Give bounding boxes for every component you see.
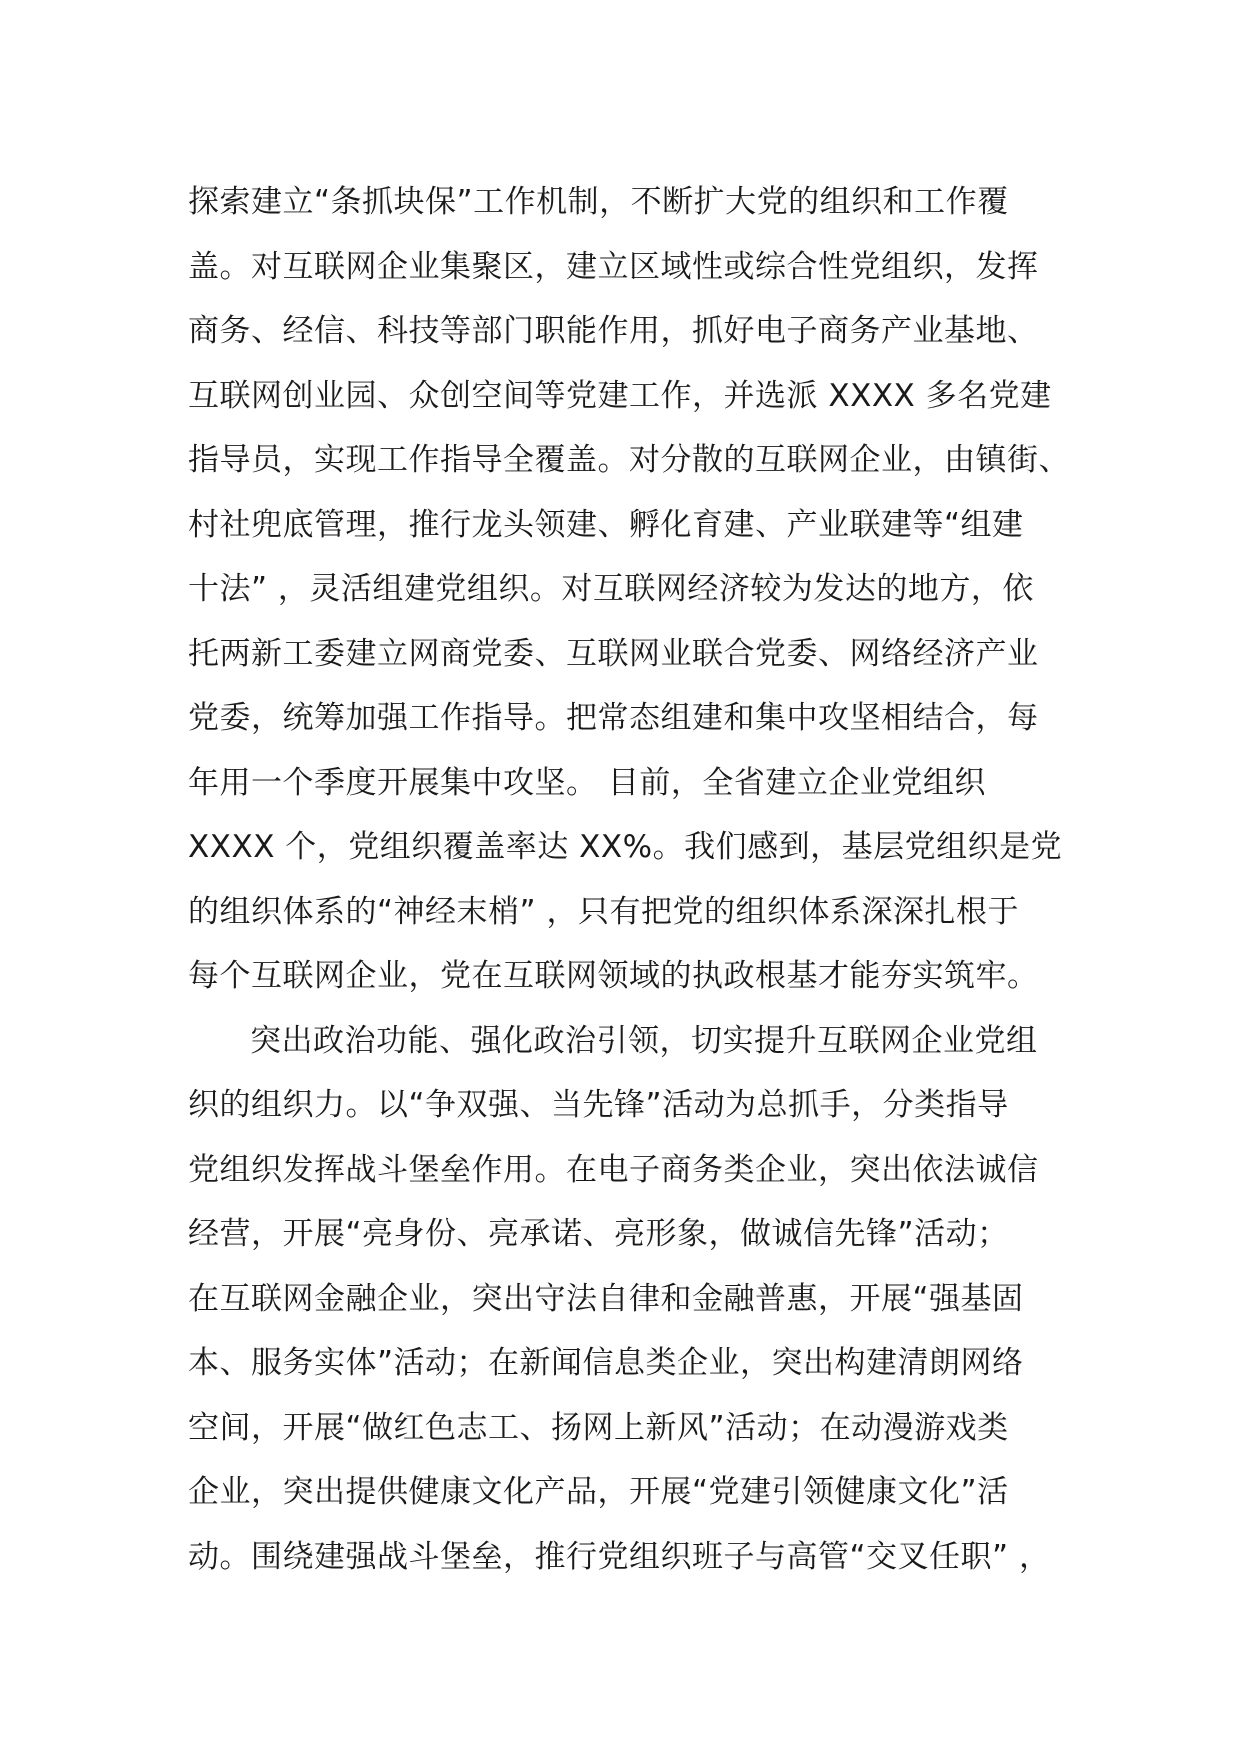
text-line: 空间，开展“做红色志工、扬网上新风”活动；在动漫游戏类 <box>188 1409 1009 1446</box>
text-line: 托两新工委建立网商党委、互联网业联合党委、网络经济产业 <box>188 635 1039 672</box>
text-line: 企业，突出提供健康文化产品，开展“党建引领健康文化”活 <box>188 1474 1009 1510</box>
text-line: 党委，统筹加强工作指导。把常态组建和集中攻坚相结合，每 <box>188 700 1039 736</box>
text-line: 互联网创业园、众创空间等党建工作，并选派 XXXX 多名党建 <box>188 377 1052 414</box>
text-line: 探索建立“条抓块保”工作机制，不断扩大党的组织和工作覆 <box>188 184 1009 220</box>
text-line: 织的组织力。以“争双强、当先锋”活动为总抓手，分类指导 <box>188 1087 1009 1123</box>
text-line: 党组织发挥战斗堡垒作用。在电子商务类企业，突出依法诚信 <box>188 1151 1039 1188</box>
text-line: 每个互联网企业，党在互联网领域的执政根基才能夯实筑牢。 <box>188 958 1039 994</box>
text-line: 的组织体系的“神经末梢” ，只有把党的组织体系深深扎根于 <box>188 893 1019 930</box>
paragraph-first-line: 突出政治功能、强化政治引领，切实提升互联网企业党组 <box>250 1022 1038 1059</box>
text-line: 十法” ，灵活组建党组织。对互联网经济较为发达的地方，依 <box>188 571 1034 607</box>
text-line: 盖。对互联网企业集聚区，建立区域性或综合性党组织，发挥 <box>188 248 1039 285</box>
body-text <box>188 170 1088 1589</box>
text-line: XXXX 个，党组织覆盖率达 XX%。我们感到，基层党组织是党 <box>188 829 1063 865</box>
text-line: 本、服务实体”活动；在新闻信息类企业，突出构建清朗网络 <box>188 1345 1024 1381</box>
text-line: 动。围绕建强战斗堡垒，推行党组织班子与高管“交叉任职” ， <box>188 1538 1051 1575</box>
text-line: 村社兜底管理，推行龙头领建、孵化育建、产业联建等“组建 <box>188 506 1024 543</box>
text-line: 在互联网金融企业，突出守法自律和金融普惠，开展“强基固 <box>188 1280 1024 1317</box>
text-line: 商务、经信、科技等部门职能作用，抓好电子商务产业基地、 <box>188 313 1039 349</box>
text-line: 指导员，实现工作指导全覆盖。对分散的互联网企业，由镇街、 <box>188 442 1070 478</box>
text-line: 经营，开展“亮身份、亮承诺、亮形象，做诚信先锋”活动； <box>188 1216 1009 1252</box>
text-line: 年用一个季度开展集中攻坚。 目前，全省建立企业党组织 <box>188 764 986 801</box>
